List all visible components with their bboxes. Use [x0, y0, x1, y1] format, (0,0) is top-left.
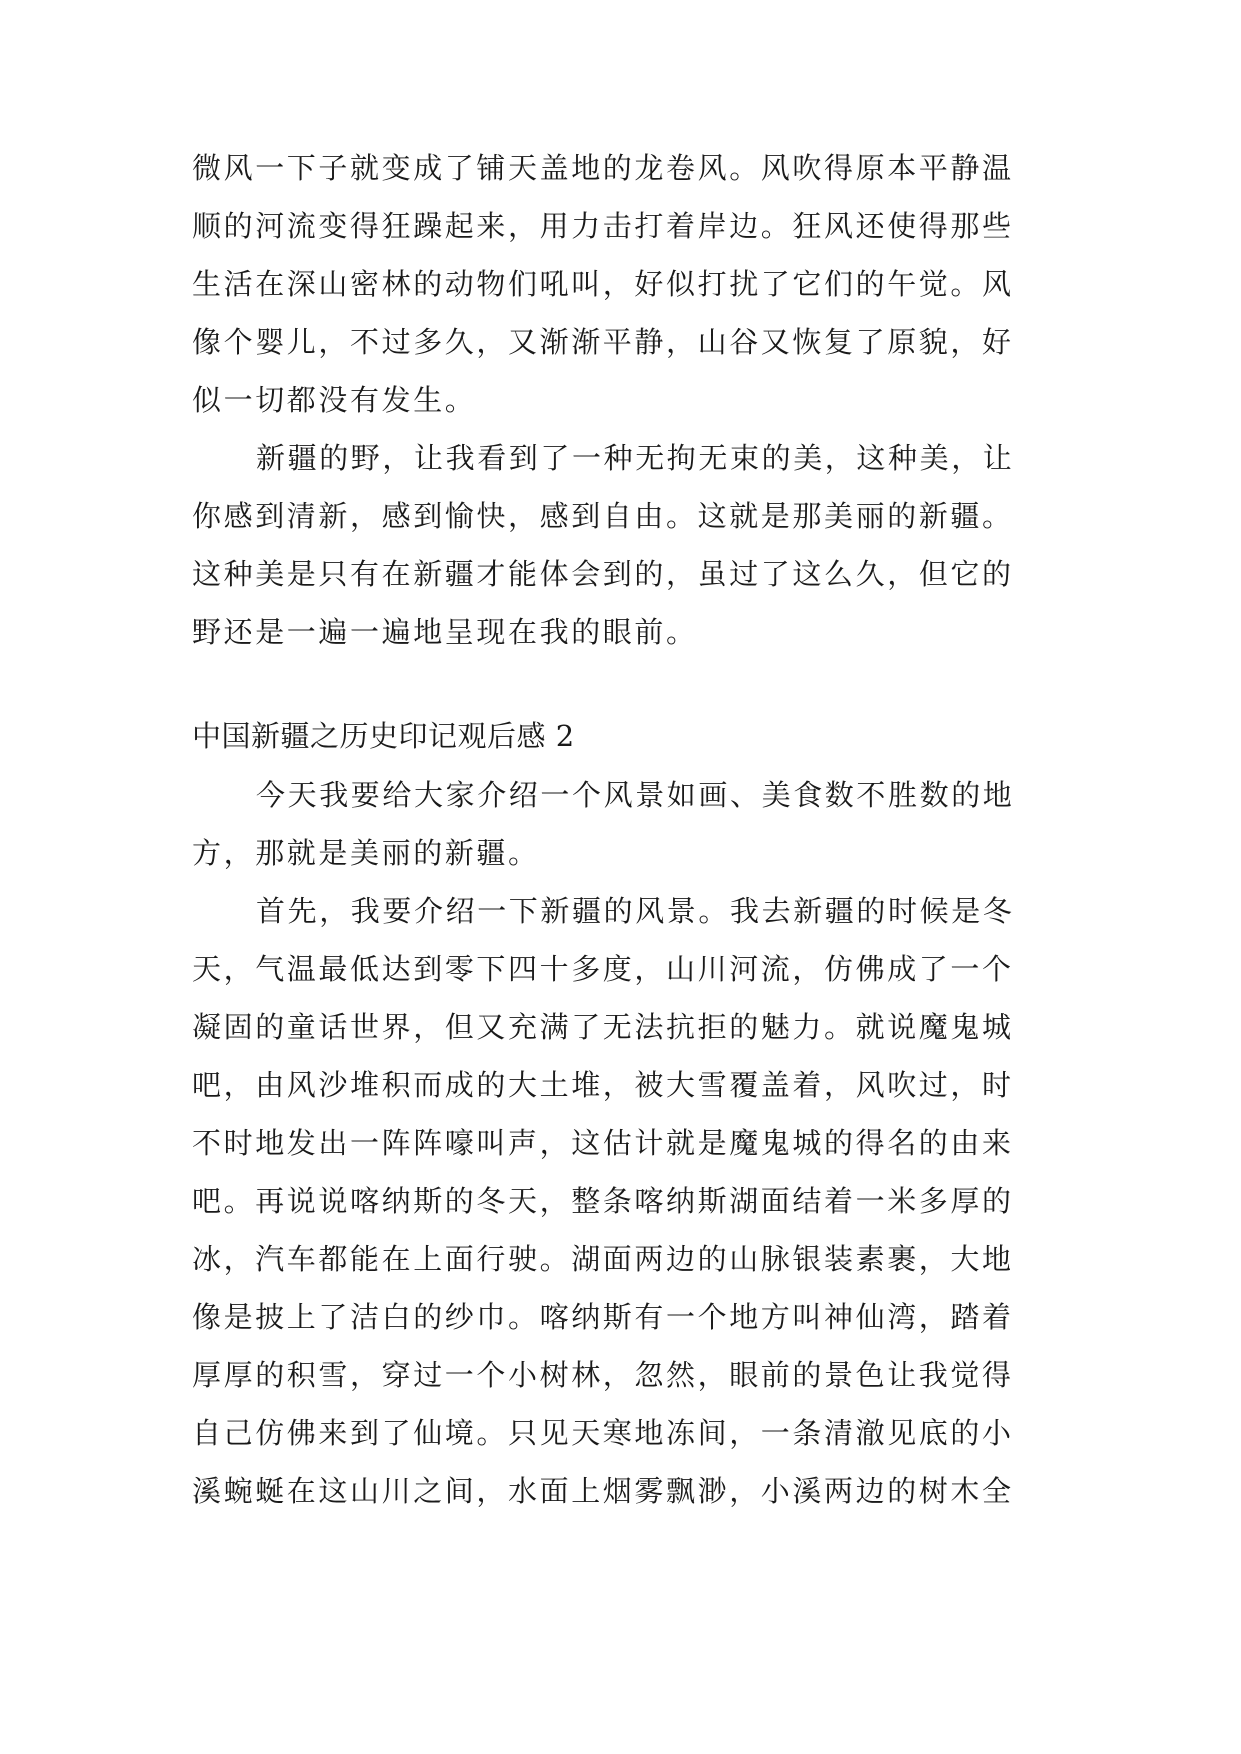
- text-line: 吧，由风沙堆积而成的大土堆，被大雪覆盖着，风吹过，时: [192, 1068, 1014, 1102]
- text-line-paragraph-start: 今天我要给大家介绍一个风景如画、美食数不胜数的地: [256, 778, 1015, 812]
- body-section-2: [192, 766, 1072, 1520]
- text-line: 生活在深山密林的动物们吼叫，好似打扰了它们的午觉。风: [192, 267, 1014, 301]
- text-line-paragraph-start: 新疆的野，让我看到了一种无拘无束的美，这种美，让: [256, 441, 1015, 475]
- text-line: 野还是一遍一遍地呈现在我的眼前。: [192, 615, 698, 649]
- text-line: 厚厚的积雪，穿过一个小树林，忽然，眼前的景色让我觉得: [192, 1358, 1014, 1392]
- text-line: 溪蜿蜒在这山川之间，水面上烟雾飘渺，小溪两边的树木全: [192, 1474, 1014, 1508]
- text-line: 顺的河流变得狂躁起来，用力击打着岸边。狂风还使得那些: [192, 209, 1014, 243]
- text-line: 方，那就是美丽的新疆。: [192, 836, 540, 870]
- text-line: 像个婴儿，不过多久，又渐渐平静，山谷又恢复了原貌，好: [192, 325, 1014, 359]
- text-line: 你感到清新，感到愉快，感到自由。这就是那美丽的新疆。: [192, 499, 1014, 533]
- text-line: 凝固的童话世界，但又充满了无法抗拒的魅力。就说魔鬼城: [192, 1010, 1014, 1044]
- body-section-1: [192, 139, 1072, 661]
- text-line: 微风一下子就变成了铺天盖地的龙卷风。风吹得原本平静温: [192, 151, 1014, 185]
- text-line: 冰，汽车都能在上面行驶。湖面两边的山脉银装素裹，大地: [192, 1242, 1014, 1276]
- text-line: 像是披上了洁白的纱巾。喀纳斯有一个地方叫神仙湾，踏着: [192, 1300, 1014, 1334]
- text-line: 吧。再说说喀纳斯的冬天，整条喀纳斯湖面结着一米多厚的: [192, 1184, 1014, 1218]
- text-line: 似一切都没有发生。: [192, 383, 477, 417]
- text-line-paragraph-start: 首先，我要介绍一下新疆的风景。我去新疆的时候是冬: [256, 894, 1015, 928]
- section-heading: 中国新疆之历史印记观后感 2: [192, 719, 575, 753]
- text-line: 这种美是只有在新疆才能体会到的，虽过了这么久，但它的: [192, 557, 1014, 591]
- text-line: 天，气温最低达到零下四十多度，山川河流，仿佛成了一个: [192, 952, 1014, 986]
- section-heading-block: [192, 707, 1072, 765]
- text-line: 不时地发出一阵阵嚎叫声，这估计就是魔鬼城的得名的由来: [192, 1126, 1014, 1160]
- text-line: 自己仿佛来到了仙境。只见天寒地冻间，一条清澈见底的小: [192, 1416, 1014, 1450]
